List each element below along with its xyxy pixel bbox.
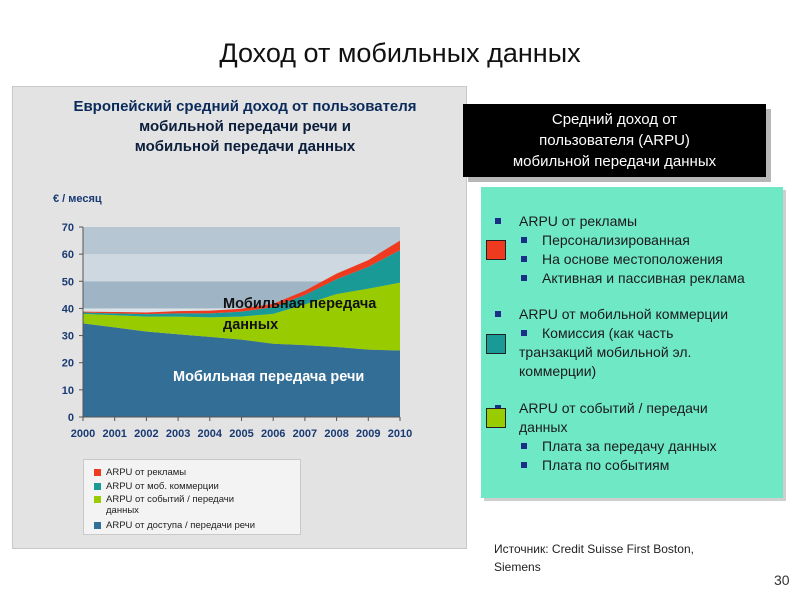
y-tick-label: 50 bbox=[61, 276, 74, 289]
legend-label bbox=[106, 494, 234, 516]
y-tick-label: 60 bbox=[61, 249, 74, 262]
x-tick-label: 2000 bbox=[70, 428, 96, 440]
commerce-color-swatch bbox=[486, 334, 506, 354]
slide-title: Доход от мобильных данных bbox=[219, 38, 581, 68]
ads-color-swatch bbox=[486, 240, 506, 260]
y-tick-label: 70 bbox=[61, 222, 74, 234]
legend-label: ARPU от рекламы bbox=[106, 467, 187, 478]
legend-swatch bbox=[94, 483, 101, 490]
annotation-voice: Мобильная передача речи bbox=[173, 369, 365, 385]
legend-item-ads bbox=[94, 467, 186, 478]
chart-legend bbox=[83, 459, 301, 535]
x-tick-label: 2008 bbox=[324, 428, 349, 440]
bullet-icon bbox=[521, 443, 527, 449]
arpu-info-box bbox=[481, 187, 783, 498]
legend-item-data bbox=[94, 494, 234, 516]
bullet-icon bbox=[521, 256, 527, 262]
header-line: пользователя (ARPU) bbox=[539, 132, 690, 149]
legend-swatch bbox=[94, 469, 101, 476]
legend-swatch bbox=[94, 522, 101, 529]
group-heading-data: ARPU от событий / передачи bbox=[519, 400, 708, 416]
data-color-swatch bbox=[486, 408, 506, 428]
annotation-data-line2: данных bbox=[223, 317, 279, 333]
y-tick-label: 20 bbox=[61, 357, 74, 370]
legend-label: ARPU от доступа / передачи речи bbox=[106, 520, 256, 531]
y-axis-label: € / месяц bbox=[53, 193, 102, 205]
x-tick-label: 2001 bbox=[102, 428, 127, 440]
commerce-item-line: коммерции) bbox=[519, 363, 597, 379]
group-heading-data-line2: данных bbox=[519, 419, 568, 435]
header-line: мобильной передачи данных bbox=[512, 153, 717, 170]
legend-item-voice bbox=[94, 520, 255, 531]
legend-label-line: ARPU от событий / передачи bbox=[106, 494, 235, 505]
y-tick-label: 30 bbox=[61, 330, 74, 343]
x-tick-label: 2010 bbox=[387, 428, 413, 440]
bullet-icon bbox=[521, 237, 527, 243]
group-heading-ads: ARPU от рекламы bbox=[519, 213, 638, 229]
chart-title-line: Европейский средний доход от пользователя bbox=[73, 98, 417, 115]
legend-swatch bbox=[94, 496, 101, 503]
page-number: 30 bbox=[774, 572, 790, 588]
legend-item-commerce bbox=[94, 481, 219, 492]
y-tick-label: 10 bbox=[61, 384, 74, 397]
y-tick-label: 40 bbox=[61, 303, 74, 316]
bullet-icon bbox=[521, 330, 527, 336]
legend-label: ARPU от моб. коммерции bbox=[106, 481, 219, 492]
data-item: Плата по событиям bbox=[542, 457, 670, 473]
grid-band bbox=[83, 227, 400, 254]
group-heading-commerce: ARPU от мобильной коммерции bbox=[519, 306, 729, 322]
arpu-header-box bbox=[463, 104, 766, 177]
x-tick-label: 2005 bbox=[229, 428, 254, 440]
chart-title-line: мобильной передачи данных bbox=[134, 138, 356, 155]
bullet-icon bbox=[521, 462, 527, 468]
x-tick-label: 2002 bbox=[134, 428, 159, 440]
bullet-icon bbox=[495, 218, 501, 224]
x-tick-label: 2009 bbox=[356, 428, 381, 440]
ads-item: Персонализированная bbox=[542, 232, 690, 248]
commerce-item-line: транзакций мобильной эл. bbox=[519, 344, 692, 360]
x-tick-label: 2006 bbox=[260, 428, 286, 440]
commerce-item-line: Комиссия (как часть bbox=[542, 325, 674, 341]
x-tick-label: 2004 bbox=[197, 428, 223, 440]
chart-panel bbox=[12, 86, 467, 549]
y-tick-label: 0 bbox=[67, 412, 74, 424]
x-tick-label: 2003 bbox=[165, 428, 191, 440]
chart-title-line: мобильной передачи речи и bbox=[139, 118, 351, 135]
ads-item: На основе местоположения bbox=[542, 251, 723, 267]
bullet-icon bbox=[521, 275, 527, 281]
source-note bbox=[494, 540, 694, 576]
header-line: Средний доход от bbox=[551, 111, 678, 128]
x-tick-label: 2007 bbox=[292, 428, 318, 440]
source-line: Siemens bbox=[494, 560, 541, 574]
legend-label-line: данных bbox=[106, 505, 139, 516]
ads-item: Активная и пассивная реклама bbox=[542, 270, 745, 286]
data-item: Плата за передачу данных bbox=[542, 438, 717, 454]
source-line: Источник: Credit Suisse First Boston, bbox=[494, 542, 694, 556]
annotation-data-line1: Мобильная передача bbox=[223, 296, 377, 312]
bullet-icon bbox=[495, 311, 501, 317]
